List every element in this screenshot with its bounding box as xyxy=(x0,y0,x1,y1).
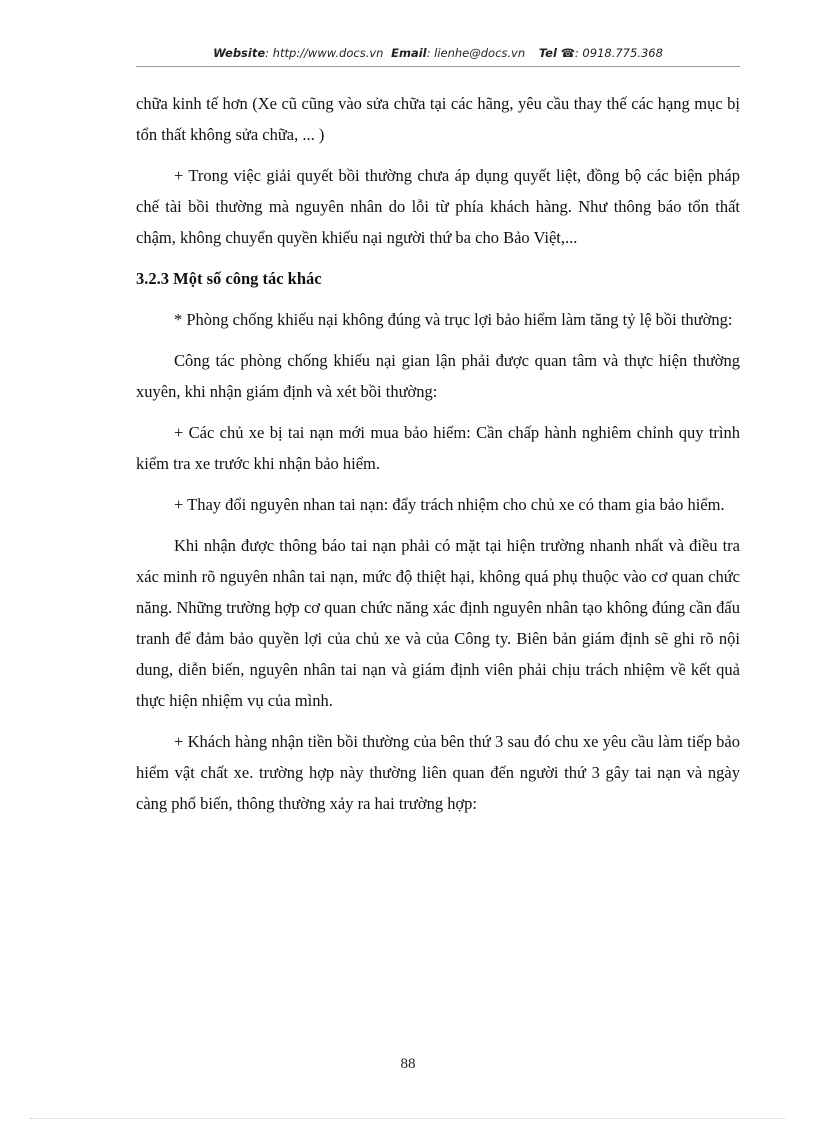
paragraph: + Trong việc giải quyết bồi thường chưa áp dụng quyết liệt, đồng bộ các biện pháp chế tài bồi thường mà nguyên nhân do lỗi từ phía khách hàng. Như thông báo tổn thất chậm, không chuyển quyền khiếu nại người thứ ba cho Bảo Việt,... xyxy=(136,166,740,247)
page-number: 88 xyxy=(400,1056,416,1072)
paragraph: + Các chủ xe bị tai nạn mới mua bảo hiểm: Cần chấp hành nghiêm chỉnh quy trình kiểm tra xe trước khi nhận bảo hiểm. xyxy=(136,423,740,473)
email-label: Email xyxy=(391,46,427,60)
email-value: : lienhe@docs.vn xyxy=(426,46,526,60)
paragraph: * Phòng chống khiếu nại không đúng và trục lợi bảo hiểm làm tăng tỷ lệ bồi thường: xyxy=(174,310,733,329)
website-value: : http://www.docs.vn xyxy=(265,46,384,60)
page-bottom-border xyxy=(30,1118,786,1119)
paragraph: + Thay đổi nguyên nhan tai nạn: đẩy trách nhiệm cho chủ xe có tham gia bảo hiểm. xyxy=(174,495,725,514)
document-body xyxy=(136,88,740,829)
paragraph: Công tác phòng chống khiếu nại gian lận phải được quan tâm và thực hiện thường xuyên, khi nhận giám định và xét bồi thường: xyxy=(136,351,740,401)
paragraph: + Khách hàng nhận tiền bồi thường của bên thứ 3 sau đó chu xe yêu cầu làm tiếp bảo hiểm vật chất xe. trường hợp này thường liên quan đến người thứ 3 gây tai nạn và ngày càng phổ biến, thông thường xảy ra hai trường hợp: xyxy=(136,732,740,813)
section-heading: 3.2.3 Một số công tác khác xyxy=(136,269,322,288)
paragraph: Khi nhận được thông báo tai nạn phải có mặt tại hiện trường nhanh nhất và điều tra xác minh rõ nguyên nhân tai nạn, mức độ thiệt hại, không quá phụ thuộc vào cơ quan chức năng. Những trường hợp cơ quan chức năng xác định nguyên nhân tạo không đúng cần đấu tranh để đảm bảo quyền lợi của chủ xe và của Công ty. Biên bản giám định sẽ ghi rõ nội dung, diễn biến, nguyên nhân tai nạn và giám định viên phải chịu trách nhiệm về kết quả thực hiện nhiệm vụ của mình. xyxy=(136,536,740,710)
paragraph: chữa kinh tế hơn (Xe cũ cũng vào sửa chữa tại các hãng, yêu cầu thay thế các hạng mục bị tổn thất không sửa chữa, ... ) xyxy=(136,94,740,144)
tel-label: Tel xyxy=(538,46,557,60)
phone-icon: ☎ xyxy=(560,46,575,60)
tel-value: : 0918.775.368 xyxy=(574,46,663,60)
page-header xyxy=(136,46,740,60)
header-divider xyxy=(136,66,740,67)
website-label: Website xyxy=(213,46,266,60)
